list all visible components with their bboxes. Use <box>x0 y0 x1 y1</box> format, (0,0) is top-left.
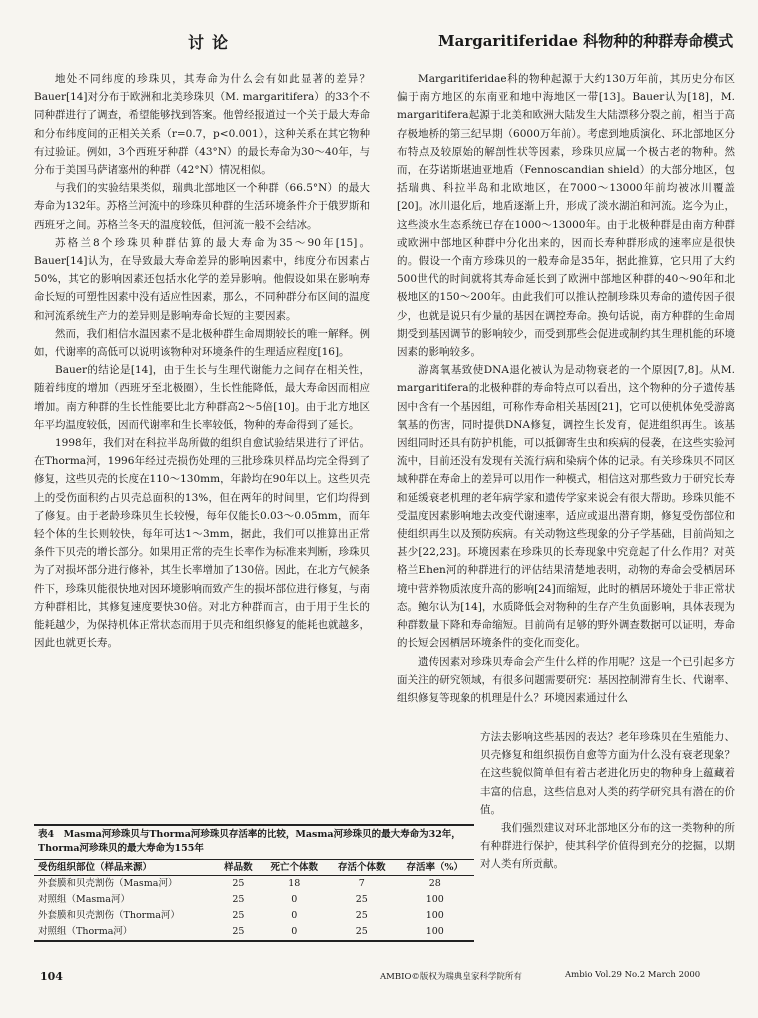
right-column-continued <box>480 728 735 908</box>
table-cell: 对照组（Masma河） <box>38 894 130 905</box>
table-header-row <box>34 860 474 876</box>
table-cell: 25 <box>232 878 245 889</box>
journal-citation: Ambio Vol.29 No.2 March 2000 <box>565 970 701 980</box>
table-row <box>34 908 474 924</box>
table-cell: 100 <box>425 894 444 905</box>
table-cell: 25 <box>232 910 245 921</box>
table-cell: 25 <box>328 924 395 941</box>
paragraph: 苏格兰8个珍珠贝种群估算的最大寿命为35～90年[15]。Bauer[14]认为，在导致最大寿命差异的影响因素中，纬度分布因素占50%，其它的影响因素还包括水化学的差异影响。他假设如果在影响寿命长短的可塑性因素中没有适应性因素，那么，不同种群分布区间的温度和河流系统生产力的差异则是影响寿命长短的主要因素。 <box>34 236 370 322</box>
data-table <box>34 859 474 942</box>
table-cell: 0 <box>291 910 298 921</box>
copyright-notice: AMBIO©版权为瑞典皇家科学院所有 <box>380 972 522 982</box>
table-cell: 25 <box>355 910 368 921</box>
table-cell: 7 <box>358 878 365 889</box>
table-cell: 25 <box>232 894 245 905</box>
column-header: 存活个体数 <box>328 860 395 876</box>
paragraph: Margaritiferidae科的物种起源于大约130万年前，其历史分布区偏于南方地区的东南亚和地中海地区一带[13]。Bauer认为[18]，M. margaritifera起源于北美和欧洲大陆发生大陆漂移分裂之前，相当于高存极地桥的第三纪早期（6000万年前）。考虑到地质演化、环北部地区分布特点及较原始的解剖性状等因素，珍珠贝应属一个极古老的物种。然而，在芬诺斯堪迪亚地盾（Fennoscandian shield）的大部分地区，包括瑞典、科拉半岛和北欧地区，在7000～13000年前均被冰川覆盖[20]。冰川退化后，地盾逐渐上升，形成了淡水湖泊和河流。迄今为止，这些淡水生态系统已存在1000～13000年。由于北极种群是由南方种群或欧洲中部地区种群中分化出来的，因而长寿种群形成的速率应是很快的。假设一个南方珍珠贝的一般寿命是35年，据此推算，它只用了大约500世代的时间就将其寿命延长到了欧洲中部地区种群的40～90年和北极地区的150～200年。由此我们可以推认控制珍珠贝寿命的遗传因子很少，也就是说只有少量的基因在调控寿命。换句话说，南方种群的生命周期受到基因调节的影响较少，而受到那些会促进或制约其生理机能的环境因素的影响较多。 <box>397 73 735 359</box>
table-row <box>34 924 474 941</box>
table-cell: 100 <box>425 910 444 921</box>
table-cell: 对照组（Thorma河） <box>34 924 216 941</box>
table-cell: 18 <box>288 878 301 889</box>
right-column <box>397 70 735 726</box>
column-header: 存活率（%） <box>396 860 474 876</box>
table-row <box>34 876 474 893</box>
table-cell: 外套膜和贝壳割伤（Masma河） <box>38 878 178 889</box>
paragraph: 方法去影响这些基因的表达？老年珍珠贝在生殖能力、贝壳修复和组织损伤自愈等方面为什么没有衰老现象？在这些貌似简单但有着古老进化历史的物种身上蕴藏着丰富的信息，这些信息对人类的药学研究具有潜在的价值。 <box>480 731 735 816</box>
paragraph: 我们强烈建议对环北部地区分布的这一类物种的所有种群进行保护，使其科学价值得到充分的挖掘，以期对人类有所贡献。 <box>480 822 735 871</box>
table-cell: 0 <box>261 924 328 941</box>
paragraph: 游离氧基致使DNA退化被认为是动物衰老的一个原因[7,8]。从M. margaritifera的北极种群的寿命特点可以看出，这个物种的分子遗传基因中含有一个基因组，可称作寿命相关基因[21]，它可以使机体免受游离氧基的伤害，同时提供DNA修复，调控生长发育，促进组织再生。该基因组同时还具有防护机能，可以抵御寄生虫和疾病的侵袭，在这些实验河流中，目前还没有发现有关流行病和染病个体的记录。有关珍珠贝不同区域种群在寿命上的差异可以用作一种模式，相信这对那些致力于研究长寿和延缓衰老机理的老年病学家和遗传学家来说会有很大帮助。珍珠贝能不受温度因素影响地去改变代谢速率，适应或退出潜育期，修复受伤部位和使组织再生以及预防疾病。有关动物这些现象的分子学基础，目前尚知之甚少[22,23]。环境因素在珍珠贝的长寿现象中究竟起了什么作用？对英格兰Ehen河的种群进行的评估结果清楚地表明，动物的寿命会受栖居环境中营养物质浓度升高的影响[24]而缩短，此时的栖居环境处于非正常状态。鲍尔认为[14]，水质降低会对物种的生存产生负面影响，具体表现为种群数量下降和寿命缩短。目前尚有足够的野外调查数据可以证明，寿命的长短会因栖居环境条件的变化而变化。 <box>397 364 735 650</box>
paragraph: 然而，我们相信水温因素不是北极种群生命周期较长的唯一解释。例如，代谢率的高低可以说明该物种对环境条件的生理适应程度[16]。 <box>34 327 370 359</box>
table-caption: 表4 Masma河珍珠贝与Thorma河珍珠贝存活率的比较，Masma河珍珠贝的最大寿命为32年，Thorma河珍珠贝的最大寿命为155年 <box>38 829 461 854</box>
table-row <box>34 892 474 908</box>
table-cell: 25 <box>355 894 368 905</box>
section-heading-longevity-pattern: Margaritiferidae 科物种的种群寿命模式 <box>438 32 734 50</box>
table-cell: 100 <box>396 924 474 941</box>
paragraph: 遗传因素对珍珠贝寿命会产生什么样的作用呢？这是一个已引起多方面关注的研究领域，有很多问题需要研究：基因控制滞育生长、代谢率、组织修复等现象的机理是什么？环境因素通过什么 <box>397 655 735 704</box>
paragraph: 地处不同纬度的珍珠贝，其寿命为什么会有如此显著的差异？Bauer[14]对分布于欧洲和北美珍珠贝（M. margaritifera）的33个不同种群进行了调查，希望能够找到答案。他曾经报道过一个关于最大寿命和分布纬度间的正相关关系（r=0.7，p<0.001），这种关系在其它物种有过验证。例如，3个西班牙种群（43°N）的最长寿命为30～40年，与分布于美国马萨诸塞州的种群（42°N）情况相似。 <box>34 73 370 177</box>
column-header: 样品数 <box>216 860 260 876</box>
table-cell: 0 <box>291 894 298 905</box>
paragraph: Bauer的结论是[14]，由于生长与生理代谢能力之间存在相关性，随着纬度的增加（西班牙至北极圈），生长性能降低，最大寿命因而相应增加。南方种群的生长性能要比北方种群高2～5倍[10]。由于北方地区年平均温度较低，因而代谢率和生长率较低，物种的寿命得到了延长。 <box>34 364 370 431</box>
left-column <box>34 70 370 724</box>
column-header: 受伤组织部位（样品来源） <box>34 860 216 876</box>
survival-table <box>34 824 474 940</box>
table-cell: 外套膜和贝壳割伤（Thorma河） <box>38 910 180 921</box>
column-header: 死亡个体数 <box>261 860 328 876</box>
table-cell: 28 <box>428 878 441 889</box>
table-cell: 25 <box>216 924 260 941</box>
paragraph: 1998年，我们对在科拉半岛所做的组织自愈试验结果进行了评估。在Thorma河，1996年经过壳损伤处理的三批珍珠贝样品均完全得到了修复，这些贝壳的长度在110～130mm，年龄均在90年以上。这些贝壳上的受伤面积约占贝壳总面积的13%，但在两年的时间里，它们均得到了修复。由于老龄珍珠贝生长较慢，每年仅能长0.03～0.05mm，而年轻个体的生长则较快，每年可达1～3mm，据此，我们可以推算出正常条件下贝壳的增长部分。如果用正常的壳生长率作为标准来判断，珍珠贝为了对损坏部分进行修补，其生长率增加了130倍。因此，在北方气候条件下，珍珠贝能很快地对因环境影响而致产生的损坏部位进行修复，与南方种群相比，其修复速度要快30倍。对北方种群而言，由于用于生长的能耗越少，为保持机体正常状态而用于贝壳和组织修复的能耗也就越多，因此也就更长寿。 <box>34 437 370 650</box>
section-heading-discussion: 讨论 <box>188 33 237 52</box>
paragraph: 与我们的实验结果类似，瑞典北部地区一个种群（66.5°N）的最大寿命为132年。苏格兰河流中的珍珠贝种群的生活环境条件介于俄罗斯和西班牙之间。苏格兰冬天的温度较低，但河流一般不会结冰。 <box>34 182 370 231</box>
page-number: 104 <box>40 970 63 983</box>
